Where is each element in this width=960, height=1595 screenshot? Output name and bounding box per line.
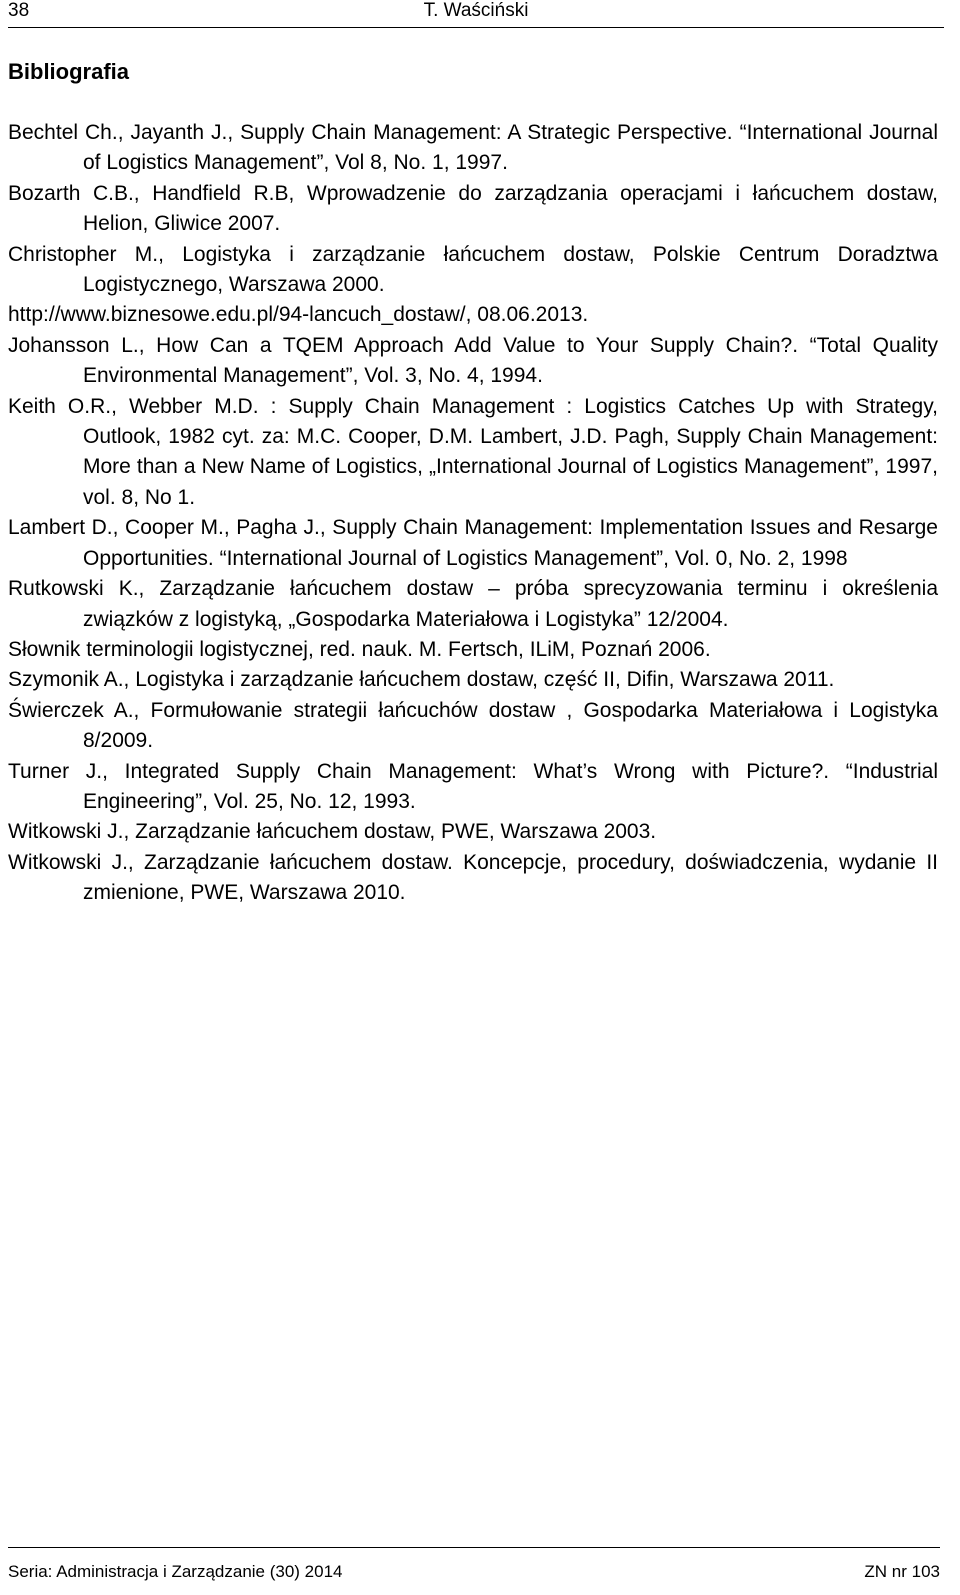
bibliography-entry: Świerczek A., Formułowanie strategii łańcuchów dostaw , Gospodarka Materiałowa i Logistyka 8/2009. (8, 698, 938, 753)
bibliography-entry: Rutkowski K., Zarządzanie łańcuchem dostaw – próba sprecyzowania terminu i określenia związków z logistyką, „Gospodarka Materiałowa i Logistyka” 12/2004. (8, 577, 938, 631)
bibliography-entry: Witkowski J., Zarządzanie łańcuchem dostaw. Koncepcje, procedury, doświadczenia, wydanie II zmienione, PWE, Warszawa 2010. (8, 850, 938, 905)
bibliography-entry: Turner J., Integrated Supply Chain Management: What’s Wrong with Picture?. “Industrial Engineering”, Vol. 25, No. 12, 1993. (8, 759, 938, 813)
page-header (8, 0, 944, 28)
bibliography-entry: Keith O.R., Webber M.D. : Supply Chain Management : Logistics Catches Up with Strategy, Outlook, 1982 cyt. za: M.C. Cooper, D.M. Lambert, J.D. Pagh, Supply Chain Management: More than a New Name of Logistics, „International Journal of Logistics Management”, 1997, vol. 8, No 1. (8, 394, 938, 509)
section-title: Bibliografia (8, 59, 130, 84)
bibliography-entry: Bozarth C.B., Handfield R.B, Wprowadzenie do zarządzania operacjami i łańcuchem dostaw, Helion, Gliwice 2007. (8, 181, 938, 236)
bibliography-entry: Lambert D., Cooper M., Pagha J., Supply Chain Management: Implementation Issues and Resarge Opportunities. “International Journal of Logistics Management”, Vol. 0, No. 2, 1998 (8, 516, 938, 570)
bibliography-entry: Słownik terminologii logistycznej, red. nauk. M. Fertsch, ILiM, Poznań 2006. (8, 637, 711, 661)
page-footer (8, 1547, 940, 1581)
bibliography-list (8, 118, 938, 909)
page-number: 38 (8, 0, 30, 21)
bibliography-entry: Johansson L., How Can a TQEM Approach Add Value to Your Supply Chain?. “Total Quality Environmental Management”, Vol. 3, No. 4, 1994. (8, 333, 938, 388)
bibliography-entry: http://www.biznesowe.edu.pl/94-lancuch_dostaw/, 08.06.2013. (8, 303, 589, 327)
running-head-author: T. Waściński (423, 0, 529, 21)
footer-series: Seria: Administracja i Zarządzanie (30) 2014 (8, 1562, 343, 1581)
footer-issue-number: ZN nr 103 (864, 1562, 940, 1581)
bibliography-entry: Bechtel Ch., Jayanth J., Supply Chain Management: A Strategic Perspective. “International Journal of Logistics Management”, Vol 8, No. 1, 1997. (8, 121, 938, 175)
bibliography-entry: Szymonik A., Logistyka i zarządzanie łańcuchem dostaw, część II, Difin, Warszawa 2011. (8, 668, 835, 692)
bibliography-entry: Witkowski J., Zarządzanie łańcuchem dostaw, PWE, Warszawa 2003. (8, 820, 657, 844)
bibliography-entry: Christopher M., Logistyka i zarządzanie łańcuchem dostaw, Polskie Centrum Doradztwa Logistycznego, Warszawa 2000. (8, 242, 938, 297)
